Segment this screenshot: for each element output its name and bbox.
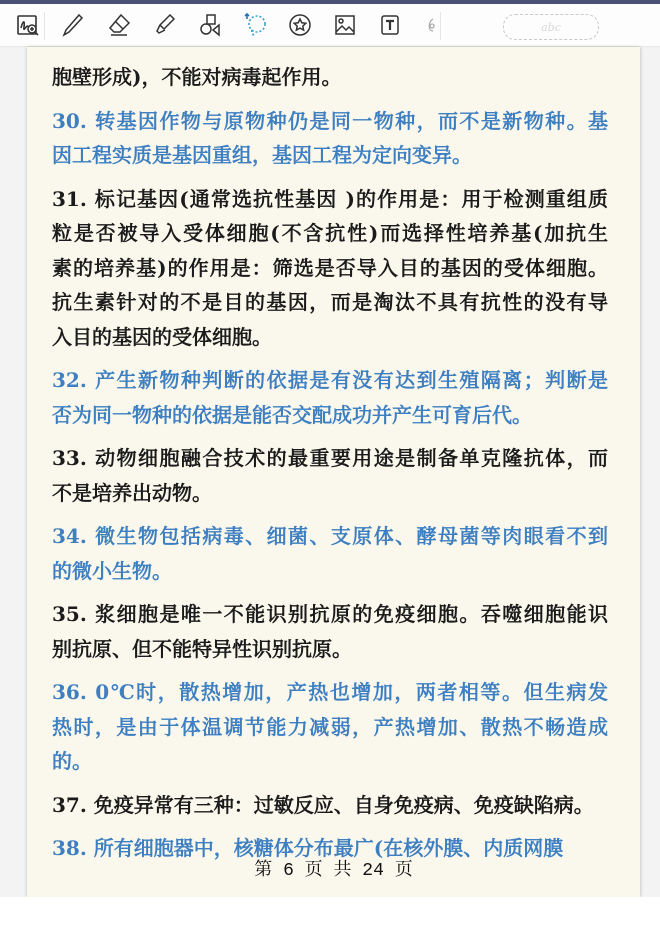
text-line: 不是培养出动物。 [52,480,212,505]
text-line: 38. 所有细胞器中，核糖体分布最广(在核外膜、内质网膜 [52,836,564,860]
text-line: 热时，是由于体温调节能力减弱，产热增加、散热不畅造成 [52,714,608,739]
paragraph [52,104,608,173]
text-line: 34. 微生物包括病毒、细菌、支原体、酵母菌等肉眼看不到 [52,524,608,548]
text-line: 33. 动物细胞融合技术的最重要用途是制备单克隆抗体，而 [52,446,608,470]
highlighter-icon[interactable] [152,12,178,38]
sticker-icon[interactable] [287,12,313,38]
paragraph [52,788,608,823]
handwriting-search-icon[interactable] [15,12,41,38]
text-line: 31. 标记基因(通常选抗性基因 )的作用是：用于检测重组质 [52,186,608,211]
handwriting-input-pill[interactable] [503,14,599,40]
text-line: 粒是否被导入受体细胞(不含抗性)而选择性培养基(加抗生 [52,221,608,245]
text-line: 素的培养基)的作用是：筛选是否导入目的基因的受体细胞。 [52,255,608,280]
text-line: 否为同一物种的依据是能否交配成功并产生可育后代。 [52,402,532,427]
text-line: 35. 浆细胞是唯一不能识别抗原的免疫细胞。吞噬细胞能识 [52,602,608,626]
text-line: 别抗原、但不能特异性识别抗原。 [52,636,352,661]
text-line: 抗生素针对的不是目的基因，而是淘汰不具有抗性的没有导 [52,290,608,314]
text-box-icon[interactable] [377,12,403,38]
page-footer: 第 6 页 共 24 页 [254,861,413,881]
paragraph [52,182,608,355]
text-line: 36. 0℃时，散热增加，产热也增加，两者相等。但生病发 [52,680,608,704]
text-line: 30. 转基因作物与原物种仍是同一物种，而不是新物种。基 [52,108,608,133]
text-line: 入目的基因的受体细胞。 [52,324,272,349]
text-line: 因工程实质是基因重组，基因工程为定向变异。 [52,143,472,167]
text-line: 的。 [52,749,92,773]
toolbar-divider [44,12,45,40]
paragraph [52,363,608,432]
page-content [52,60,608,875]
text-line: 胞壁形成)，不能对病毒起作用。 [52,65,342,89]
shapes-icon[interactable] [197,12,223,38]
paragraph [52,441,608,510]
pill-placeholder: abc [541,20,561,34]
image-icon[interactable] [332,12,358,38]
eraser-icon[interactable] [106,12,132,38]
lasso-icon[interactable] [242,12,268,38]
toolbar-divider [440,12,441,40]
text-line: 32. 产生新物种判断的依据是有没有达到生殖隔离；判断是 [52,368,608,392]
text-line: 37. 免疫异常有三种：过敏反应、自身免疫病、免疫缺陷病。 [52,792,594,817]
document-page [27,47,640,897]
paragraph [52,675,608,779]
text-line: 的微小生物。 [52,558,172,583]
bottom-area [0,897,660,933]
paragraph [52,519,608,588]
paragraph [52,60,608,95]
annotation-toolbar [0,4,660,47]
pen-icon[interactable] [60,12,86,38]
paragraph [52,597,608,666]
